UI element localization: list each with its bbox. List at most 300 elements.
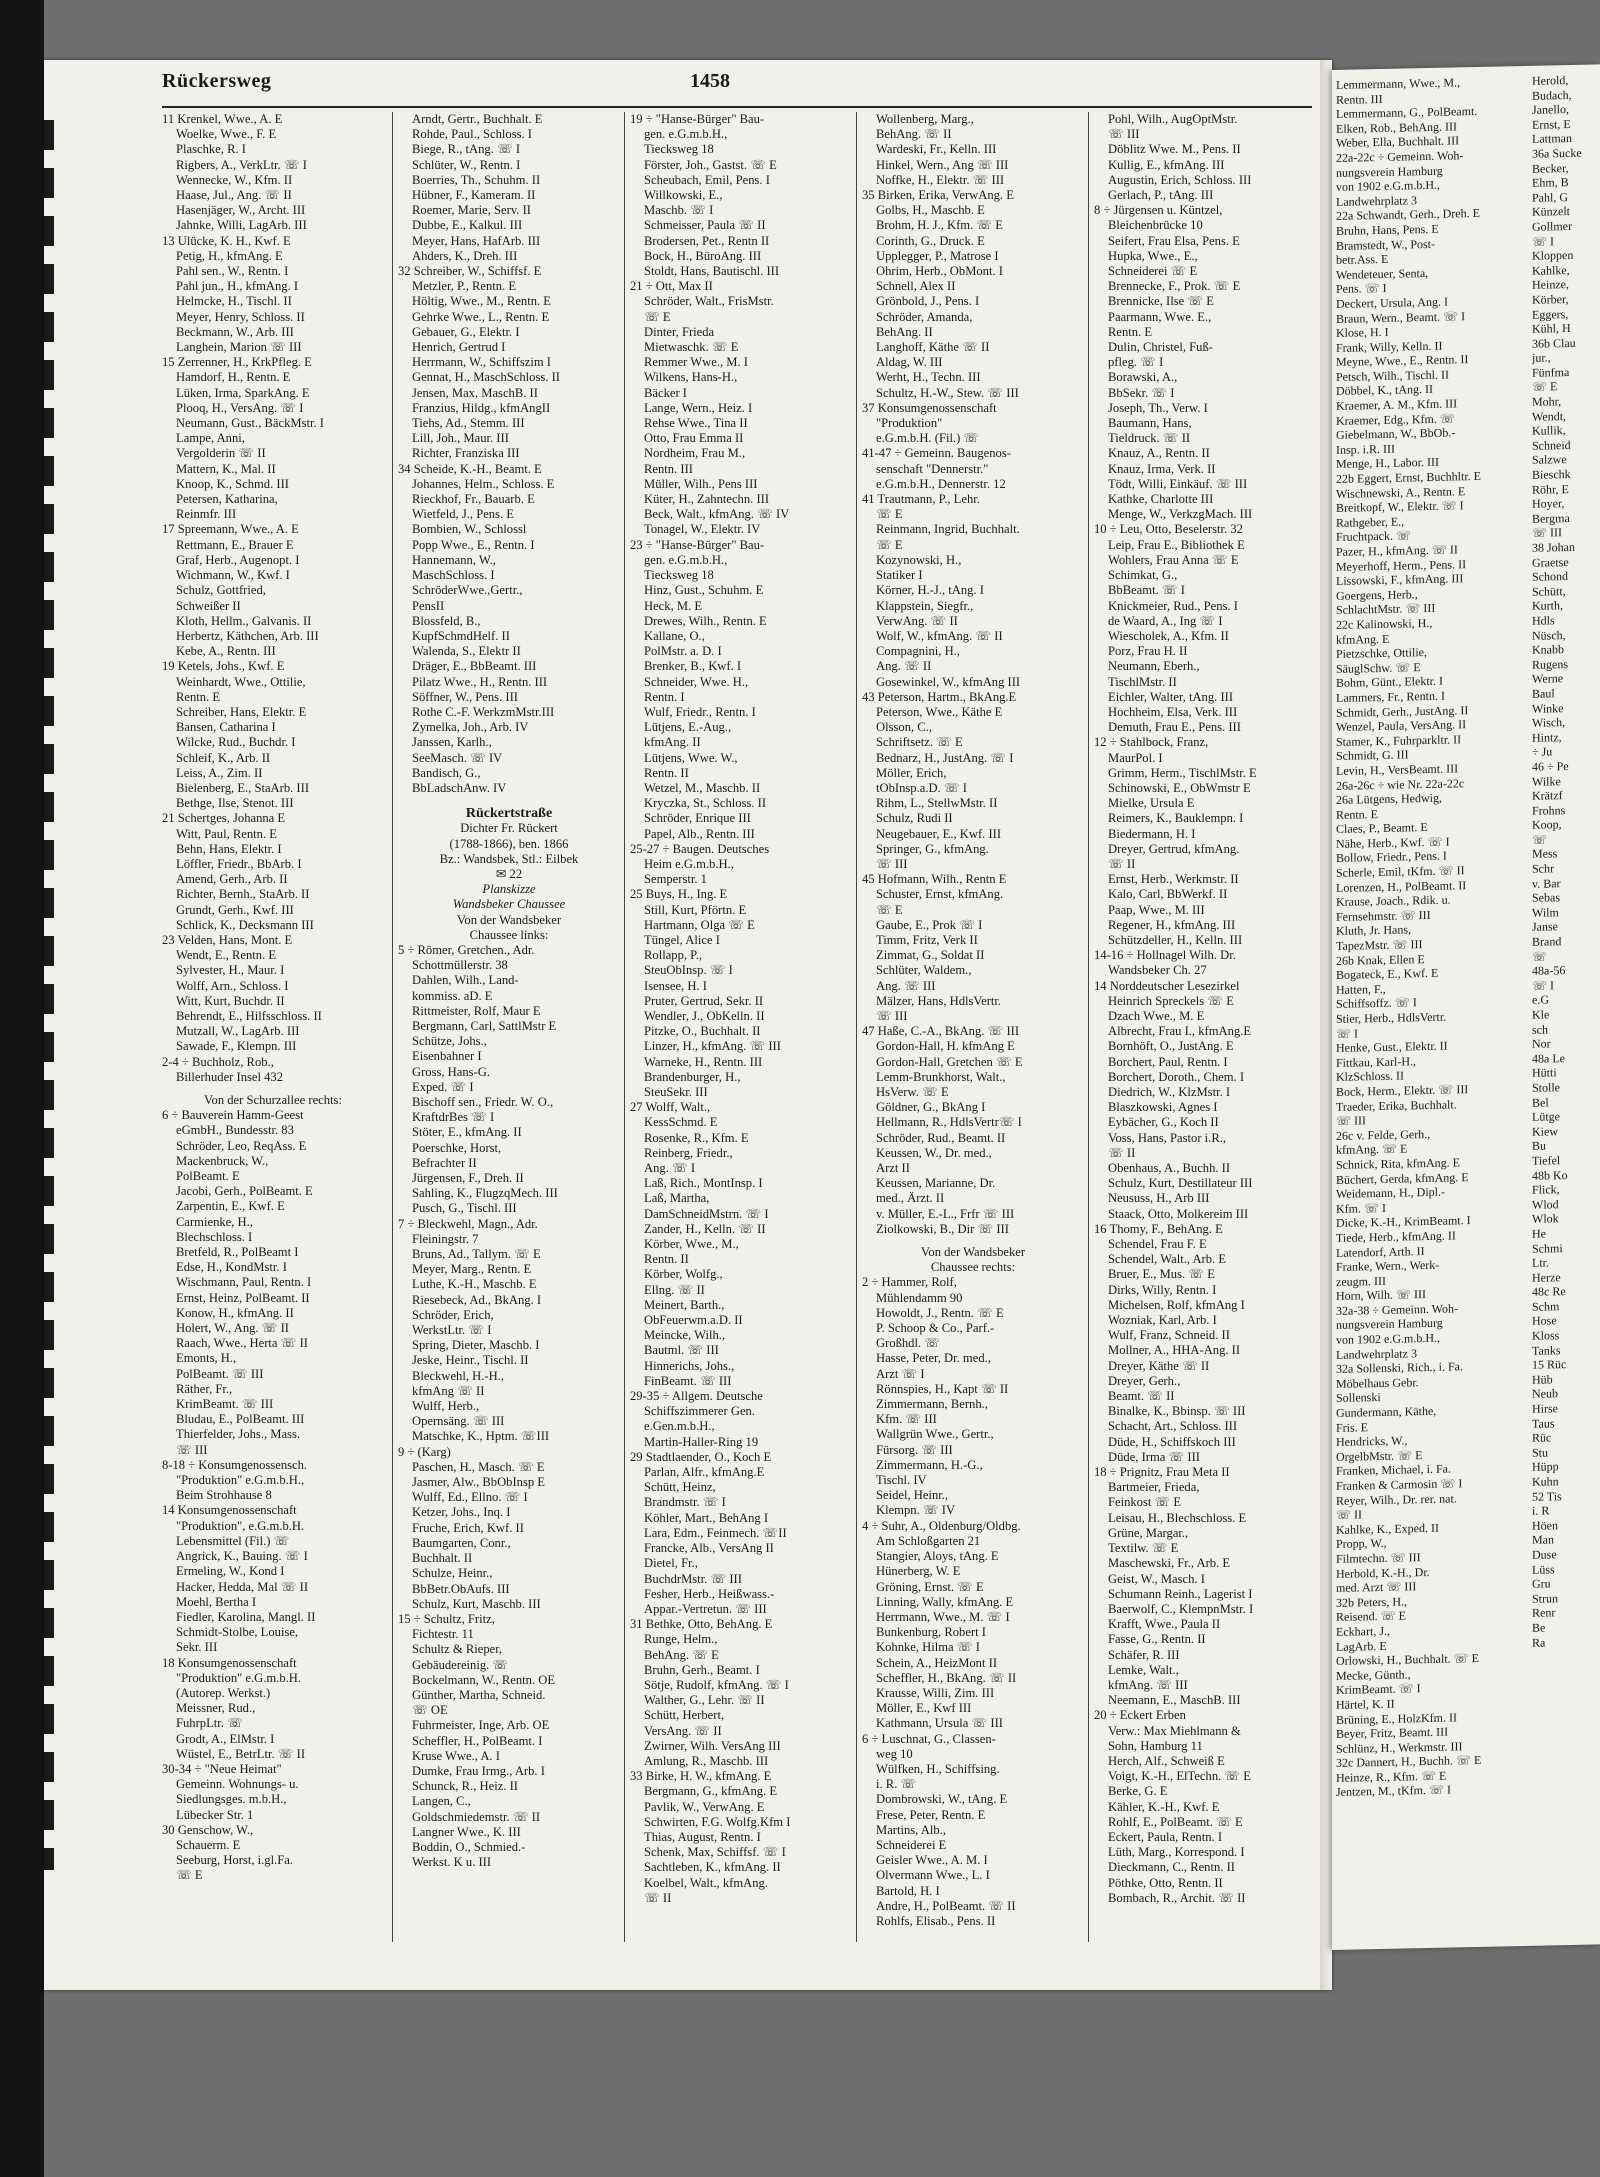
directory-entry: Lüth, Marg., Korrespond. I [1108, 1845, 1245, 1860]
directory-entry: Wandsbeker Ch. 27 [1108, 963, 1207, 978]
directory-entry: Bretfeld, R., PolBeamt I [176, 1245, 299, 1260]
column-divider [624, 112, 625, 1942]
directory-entry: Bockelmann, W., Rentn. OE [412, 1672, 556, 1687]
directory-entry: 12 ÷ Stahlbock, Franz, [1094, 735, 1209, 750]
directory-entry: Fünfma [1532, 364, 1570, 380]
directory-entry: 48a-56 [1532, 963, 1566, 979]
directory-entry: Kruse Wwe., A. I [412, 1748, 500, 1763]
directory-entry: 48b Ko [1532, 1167, 1568, 1183]
directory-entry: 48c Re [1532, 1284, 1566, 1300]
directory-entry: Kallane, O., [644, 628, 705, 643]
directory-entry: Wozniak, Karl, Arb. I [1108, 1313, 1217, 1328]
directory-entry: Henke, Gust., Elektr. II [1336, 1038, 1448, 1056]
directory-entry: Hinkel, Wern., Ang ☏ III [876, 157, 1009, 172]
directory-entry: Lill, Joh., Maur. III [412, 431, 509, 446]
directory-entry: Wendeteuer, Senta, [1336, 265, 1429, 282]
directory-entry: Schütze, Johs., [412, 1034, 487, 1049]
directory-entry: Demuth, Frau E., Pens. III [1108, 720, 1241, 735]
directory-entry: Fruche, Erich, Kwf. II [412, 1520, 524, 1535]
directory-entry: Am Schloßgarten 21 [876, 1533, 981, 1548]
directory-entry: Walenda, S., Elektr II [412, 644, 521, 659]
directory-entry: Salzwe [1532, 452, 1567, 468]
directory-entry: Zarpentin, E., Kwf. E [176, 1199, 285, 1214]
directory-entry: Rüc [1532, 1430, 1552, 1446]
directory-entry: Bergmann, G., kfmAng. E [644, 1784, 778, 1799]
directory-entry: Aldag, W. III [876, 355, 943, 370]
directory-entry: Meyer, Henry, Schloss. II [176, 309, 305, 324]
directory-entry: Hatten, F., [1336, 981, 1386, 997]
directory-entry: Pöthke, Otto, Rentn. II [1108, 1875, 1223, 1890]
directory-entry: 2-4 ÷ Buchholz, Rob., [162, 1054, 274, 1069]
directory-entry: Dinter, Frieda [644, 324, 715, 339]
directory-entry: 26a-26c ÷ wie Nr. 22a-22c [1336, 775, 1465, 793]
directory-entry: Fleiningstr. 7 [412, 1231, 479, 1246]
directory-entry: Pavlik, W., VerwAng. E [644, 1799, 765, 1814]
directory-entry: Schuster, Ernst, kfmAng. [876, 887, 1004, 902]
directory-entry: Befrachter II [412, 1155, 477, 1170]
directory-entry: Still, Kurt, Pförtn. E [644, 902, 747, 917]
directory-entry: Kalo, Carl, BbWerkf. II [1108, 887, 1228, 902]
directory-entry: Sachtleben, K., kfmAng. II [644, 1860, 781, 1875]
directory-entry: 4 ÷ Suhr, A., Oldenburg/Oldbg. [862, 1518, 1021, 1533]
directory-entry: Biedermann, H. I [1108, 826, 1196, 841]
directory-entry: Fittkau, Karl-H., [1336, 1054, 1416, 1070]
directory-entry: Brodersen, Pet., Rentn II [644, 233, 770, 248]
directory-entry: Künzelt [1532, 204, 1570, 220]
directory-entry: de Waard, A., Ing ☏ I [1108, 613, 1223, 628]
directory-entry: tObInsp.a.D. ☏ I [876, 780, 967, 795]
directory-entry: Kloth, Hellm., Galvanis. II [176, 613, 312, 628]
directory-entry: Hirse [1532, 1401, 1558, 1416]
directory-entry: Richter, Franziska III [412, 446, 520, 461]
directory-entry: 52 Tis [1532, 1488, 1562, 1504]
directory-entry: 33 Birke, H. W., kfmAng. E [630, 1769, 772, 1784]
directory-entry: Tiede, Herb., kfmAng. II [1336, 1228, 1456, 1245]
directory-entry: 17 Spreemann, Wwe., A. E [162, 522, 299, 537]
directory-entry: 15 Rüc [1532, 1357, 1567, 1373]
directory-entry: Wülfken, H., Schiffsing. [876, 1761, 1000, 1776]
directory-entry: ☏ E [876, 537, 903, 552]
directory-entry: Wandsbeker Chaussee [452, 897, 566, 912]
directory-entry: Koelbel, Walt., kfmAng. [644, 1875, 768, 1890]
directory-entry: 22c Kalinowski, H., [1336, 615, 1433, 632]
directory-entry: Bäcker I [644, 385, 688, 400]
directory-entry: Frese, Peter, Rentn. E [876, 1807, 986, 1822]
directory-entry: Hintz, [1532, 729, 1562, 745]
directory-entry: BehAng. ☏ E [644, 1647, 719, 1662]
directory-entry: Bohm, Günt., Elektr. I [1336, 674, 1443, 691]
directory-entry: Wendt, E., Rentn. E [176, 948, 277, 963]
directory-entry: Arzt ☏ I [876, 1366, 925, 1381]
directory-entry: Kathke, Charlotte III [1108, 492, 1214, 507]
directory-entry: Geist, W., Masch. I [1108, 1571, 1205, 1586]
directory-entry: 18 ÷ Prignitz, Frau Meta II [1094, 1465, 1230, 1480]
directory-entry: Schnick, Rita, kfmAng. E [1336, 1155, 1460, 1172]
directory-entry: Rathgeber, E., [1336, 514, 1405, 530]
directory-entry: Heim e.G.m.b.H., [644, 856, 734, 871]
directory-entry: Hasenjäger, W., Archt. III [176, 203, 306, 218]
directory-entry: ☏ E [644, 309, 671, 324]
directory-entry: e.G [1532, 992, 1549, 1008]
directory-entry: Röhr, E [1532, 481, 1569, 497]
directory-entry: LagArb. E [1336, 1638, 1387, 1654]
directory-entry: Schottmüllerstr. 38 [412, 958, 508, 973]
directory-entry: Ernst, E [1532, 116, 1571, 132]
directory-entry: ☏ III [1532, 525, 1562, 541]
directory-entry: Schlünz, H., Werkmstr. III [1336, 1738, 1463, 1756]
directory-entry: kommiss. aD. E [412, 988, 493, 1003]
directory-entry: jur., [1532, 350, 1551, 366]
directory-entry: Joseph, Th., Verw. I [1108, 400, 1208, 415]
directory-entry: Menge, H., Labor. III [1336, 455, 1439, 472]
directory-entry: Herold, [1532, 73, 1569, 88]
directory-entry: ☏ E [1532, 379, 1558, 395]
scan-border [0, 0, 44, 2177]
directory-entry: Hendricks, W., [1336, 1433, 1408, 1450]
directory-entry: Von der Schurzallee rechts: [204, 1093, 342, 1107]
directory-entry: VerwAng. ☏ II [876, 613, 958, 628]
directory-entry: ☏ III [1108, 127, 1140, 142]
directory-entry: Baumann, Hans, [1108, 416, 1192, 431]
directory-entry: Filmtechn. ☏ III [1336, 1550, 1421, 1566]
directory-entry: Dumke, Frau Irmg., Arb. I [412, 1763, 545, 1778]
directory-entry: 13 Ulücke, K. H., Kwf. E [162, 233, 291, 248]
directory-entry: Neususs, H., Arb III [1108, 1191, 1210, 1206]
directory-entry: Lüss [1532, 1561, 1555, 1577]
directory-entry: ☏ II [644, 1890, 672, 1905]
directory-entry: Lübecker Str. 1 [176, 1807, 254, 1822]
directory-entry: Raach, Wwe., Herta ☏ II [176, 1336, 308, 1351]
directory-entry: Franzius, Hildg., kfmAngII [412, 400, 551, 415]
directory-entry: Werht, H., Techn. III [876, 370, 981, 385]
running-head: Rückersweg [162, 70, 272, 92]
directory-entry: 41 Trautmann, P., Lehr. [862, 492, 980, 507]
directory-entry: Kahlke, [1532, 262, 1570, 278]
directory-entry: Tiecksweg 18 [644, 568, 714, 583]
directory-entry: Von der Wandsbeker [456, 912, 562, 927]
directory-entry: Eisenbahner I [412, 1049, 482, 1064]
directory-entry: Kluth, Jr. Hans, [1336, 922, 1411, 939]
directory-entry: e.G.m.b.H., Dennerstr. 12 [876, 476, 1006, 491]
directory-entry: Blaszkowski, Agnes I [1108, 1100, 1218, 1115]
directory-entry: Leiss, A., Zim. II [176, 765, 263, 780]
directory-entry: Brüning, E., HolzKfm. II [1336, 1709, 1457, 1727]
directory-entry: KrimBeamt. ☏ I [1336, 1681, 1421, 1698]
directory-entry: 21 Schertges, Johanna E [162, 811, 286, 826]
directory-entry: 9 ÷ (Karg) [398, 1444, 451, 1459]
directory-entry: Dieckmann, C., Rentn. II [1108, 1860, 1235, 1875]
directory-entry: Pruter, Gertrud, Sekr. II [644, 993, 764, 1008]
directory-entry: Meyerhoff, Herm., Pens. II [1336, 556, 1467, 574]
directory-entry: Wennecke, W., Kfm. II [176, 172, 293, 187]
directory-entry: Düde, H., Schiffskoch III [1108, 1434, 1236, 1449]
directory-entry: BehAng. II [876, 324, 933, 339]
directory-entry: Bock, Herm., Elektr. ☏ III [1336, 1082, 1469, 1099]
directory-entry: Woelke, Wwe., F. E [176, 127, 277, 142]
directory-entry: Rentn. III [1336, 91, 1383, 107]
directory-entry: Meissner, Rud., [176, 1701, 256, 1716]
directory-entry: Insp. i.R. III [1336, 441, 1395, 457]
directory-entry: Flick, [1532, 1182, 1560, 1197]
directory-entry: Textilw. ☏ E [1108, 1541, 1179, 1556]
directory-entry: Hannemann, W., [412, 552, 496, 567]
directory-entry: Schröder, Walt., FrisMstr. [644, 294, 774, 309]
directory-entry: Blossfeld, B., [412, 613, 481, 628]
directory-entry: Thias, August, Rentn. I [644, 1829, 761, 1844]
directory-entry: Scheffler, H., BkAng. ☏ II [876, 1670, 1017, 1685]
directory-entry: Duse [1532, 1547, 1557, 1562]
directory-entry: Runge, Helm., [644, 1632, 718, 1647]
directory-entry: Ernst, Heinz, PolBeamt. II [176, 1290, 310, 1305]
directory-entry: 47 Haße, C.-A., BkAng. ☏ III [862, 1024, 1020, 1039]
directory-entry: Fichtestr. 11 [412, 1627, 474, 1642]
directory-entry: Gru [1532, 1576, 1551, 1591]
directory-entry: Hinnerichs, Johs., [644, 1358, 735, 1373]
directory-entry: Jahnke, Willi, LagArb. III [176, 218, 307, 233]
directory-entry: Lemmermann, G., PolBeamt. [1336, 104, 1478, 122]
directory-entry: Schneider, Wwe. H., [644, 674, 749, 689]
directory-entry: Kühl, H [1532, 321, 1571, 336]
directory-entry: DamSchneidMstrn. ☏ I [644, 1206, 769, 1221]
directory-entry: 37 Konsumgenossenschaft [862, 400, 997, 415]
binding-edge [44, 120, 54, 1870]
directory-column-1 [162, 112, 384, 1884]
directory-entry: Schriftsetz. ☏ E [876, 735, 963, 750]
directory-entry: Augustin, Erich, Schloss. III [1108, 172, 1252, 187]
directory-entry: "Produktion", e.G.m.b.H. [176, 1518, 305, 1533]
directory-entry: Hünerberg, W. E [876, 1564, 961, 1579]
directory-entry: Mecke, Günth., [1336, 1667, 1411, 1683]
directory-entry: PolBeamt. E [176, 1169, 240, 1184]
directory-entry: ☏ OE [412, 1703, 448, 1718]
directory-entry: Werne [1532, 671, 1564, 687]
directory-entry: Holert, W., Ang. ☏ II [176, 1321, 289, 1336]
directory-entry: BbBetr.ObAufs. III [412, 1581, 510, 1596]
directory-entry: Möller, E., Kwf III [876, 1701, 972, 1716]
directory-entry: 11 Krenkel, Wwe., A. E [162, 112, 283, 126]
directory-entry: Rentn. II [644, 765, 689, 780]
directory-entry: Hupka, Wwe., E., [1108, 248, 1198, 263]
directory-entry: SäuglSchw. ☏ E [1336, 659, 1421, 676]
directory-entry: TapezMstr. ☏ III [1336, 937, 1423, 953]
directory-entry: 32a Sollenski, Rich., i. Fa. [1336, 1359, 1463, 1377]
directory-entry: Hübner, F., Kameram. II [412, 188, 536, 203]
directory-entry: 15 Zerrenner, H., KrkPfleg. E [162, 355, 312, 370]
directory-entry: Franken, Michael, i. Fa. [1336, 1461, 1451, 1479]
directory-entry: Rigbers, A., VerkLtr. ☏ I [176, 157, 307, 172]
directory-entry: kfmAng ☏ II [412, 1383, 485, 1398]
directory-entry: BbBeamt. ☏ I [1108, 583, 1185, 598]
directory-entry: Baumgarten, Conr., [412, 1535, 511, 1550]
directory-entry: Seifert, Frau Elsa, Pens. E [1108, 233, 1240, 248]
directory-entry: (Autorep. Werkst.) [176, 1685, 271, 1700]
directory-entry: Francke, Alb., VersAng II [644, 1541, 774, 1556]
directory-entry: Gebäudereinig. ☏ [412, 1657, 509, 1672]
directory-entry: 32b Peters, H., [1336, 1594, 1407, 1610]
directory-entry: Thierfelder, Johs., Mass. [176, 1427, 301, 1442]
directory-entry: Stangier, Aloys, tAng. E [876, 1549, 999, 1564]
directory-entry: Schulz, Kurt, Maschb. III [412, 1596, 541, 1611]
directory-entry: Härtel, K. II [1336, 1696, 1395, 1712]
directory-entry: Schmidt, G. III [1336, 747, 1409, 764]
directory-entry: Bielenberg, E., StaArb. III [176, 780, 310, 795]
directory-entry: BehAng. ☏ II [876, 127, 952, 142]
directory-entry: Rentn. E [176, 689, 221, 704]
directory-entry: Sollenski [1336, 1390, 1381, 1406]
directory-entry: Kfm. ☏ I [1336, 1200, 1386, 1216]
directory-entry: Gerlach, P., tAng. III [1108, 188, 1214, 203]
directory-entry: Wilkens, Hans-H., [644, 370, 738, 385]
directory-entry: Rentn. II [644, 1252, 689, 1267]
directory-entry: SteuObInsp. ☏ I [644, 963, 733, 978]
directory-entry: Schiffszimmerer Gen. [644, 1404, 755, 1419]
directory-entry: gen. e.G.m.b.H., [644, 127, 728, 142]
directory-entry: Gaube, E., Prok ☏ I [876, 917, 983, 932]
directory-entry: Meyer, Marg., Rentn. E [412, 1262, 532, 1277]
directory-entry: gen. e.G.m.b.H., [644, 552, 728, 567]
directory-entry: Wendler, J., ObKelln. II [644, 1008, 765, 1023]
directory-entry: Schumann Reinh., Lagerist I [1108, 1586, 1253, 1601]
directory-entry: Schmidt, Gerh., JustAng. II [1336, 702, 1469, 720]
directory-entry: Kozynowski, H., [876, 552, 962, 567]
directory-entry: Bethge, Ilse, Stenot. III [176, 796, 294, 811]
directory-entry: Knauz, A., Rentn. II [1108, 446, 1210, 461]
directory-entry: Schreiber, Hans, Elektr. E [176, 704, 307, 719]
directory-entry: Schenk, Max, Schiffsf. ☏ I [644, 1845, 786, 1860]
directory-column-3 [630, 112, 852, 1906]
directory-entry: 36b Clau [1532, 335, 1576, 351]
directory-entry: 8-18 ÷ Konsumgenossensch. [162, 1457, 308, 1472]
directory-entry: Dreyer, Gerh., [1108, 1373, 1181, 1388]
directory-entry: Kuhn [1532, 1474, 1559, 1489]
directory-entry: ☏ III [876, 1008, 908, 1023]
directory-entry: Knoop, K., Schmd. III [176, 476, 289, 491]
directory-entry: Bartold, H. I [876, 1883, 940, 1898]
directory-entry: OrgelbMstr. ☏ E [1336, 1447, 1423, 1464]
directory-entry: KessSchmd. E [644, 1115, 718, 1130]
directory-entry: Moehl, Bertha I [176, 1594, 257, 1609]
directory-entry: Jeske, Heinr., Tischl. II [412, 1353, 529, 1368]
directory-entry: 27 Wolff, Walt., [630, 1100, 711, 1115]
directory-entry: Lebensmittel (Fil.) ☏ [176, 1533, 290, 1548]
directory-entry: 19 Ketels, Johs., Kwf. E [162, 659, 285, 674]
directory-entry: Dreyer, Gertrud, kfmAng. [1108, 841, 1240, 856]
directory-entry: Reimers, K., Bauklempn. I [1108, 811, 1244, 826]
directory-entry: Baul [1532, 686, 1555, 701]
directory-entry: Giebelmann, W., BbOb.- [1336, 425, 1456, 443]
directory-entry: Statiker I [876, 568, 923, 583]
directory-entry: Lange, Wern., Heiz. I [644, 400, 753, 415]
directory-entry: Hdls [1532, 613, 1555, 628]
directory-entry: Gosewinkel, W., kfmAng III [876, 674, 1021, 689]
directory-entry: Be [1532, 1620, 1546, 1635]
directory-entry: ☏ II [1336, 1507, 1362, 1523]
directory-entry: Dzach Wwe., M. E [1108, 1008, 1205, 1023]
directory-entry: Goldschmiedemstr. ☏ II [412, 1809, 541, 1824]
directory-entry: Krausse, Willi, Zim. III [876, 1685, 995, 1700]
directory-entry: Schiffsoffz. ☏ I [1336, 995, 1417, 1012]
directory-entry: Knauz, Irma, Verk. II [1108, 461, 1216, 476]
directory-entry: Jentzen, M., tKfm. ☏ I [1336, 1782, 1451, 1800]
directory-entry: Lara, Edm., Feinmech. ☏II [644, 1525, 787, 1540]
directory-entry: Gordon-Hall, Gretchen ☏ E [876, 1054, 1023, 1069]
directory-entry: Schimkat, G., [1108, 568, 1178, 583]
directory-entry: Wolff, Arn., Schloss. I [176, 978, 289, 993]
directory-entry: Meyne, Wwe., E., Rentn. II [1336, 352, 1469, 370]
directory-entry: Hartmann, Olga ☏ E [644, 917, 755, 932]
directory-entry: Tiehs, Ad., Stemm. III [412, 416, 525, 431]
directory-entry: Rohlfs, Elisab., Pens. II [876, 1913, 996, 1928]
directory-entry: Mutzall, W., LagArb. III [176, 1024, 300, 1039]
directory-entry: 10 ÷ Leu, Otto, Beselerstr. 32 [1094, 522, 1243, 537]
directory-entry: Bock, H., BüroAng. III [644, 248, 762, 263]
directory-entry: Beamt. ☏ II [1108, 1389, 1175, 1404]
directory-entry: Meyer, Hans, HafArb. III [412, 233, 541, 248]
directory-entry: Martin-Haller-Ring 19 [644, 1434, 759, 1449]
directory-entry: 26b Knak, Ellen E [1336, 951, 1425, 968]
directory-entry: Brandmstr. ☏ I [644, 1495, 726, 1510]
directory-entry: Zander, H., Kelln. ☏ II [644, 1221, 766, 1236]
directory-entry: 26c v. Felde, Gerh., [1336, 1126, 1431, 1143]
directory-entry: pfleg. ☏ I [1108, 355, 1164, 370]
directory-entry: Tiecksweg 18 [644, 142, 714, 157]
directory-entry: Heinze, [1532, 277, 1569, 293]
directory-entry: Rollapp, P., [644, 948, 703, 963]
directory-entry: 25-27 ÷ Baugen. Deutsches [630, 841, 770, 856]
directory-entry: Schröder, Rud., Beamt. II [876, 1130, 1006, 1145]
directory-entry: Janello, [1532, 102, 1569, 117]
directory-entry: Krause, Joach., Rdik. u. [1336, 892, 1451, 910]
directory-entry: Verw.: Max Miehlmann & [1108, 1723, 1241, 1738]
directory-entry: Seeburg, Horst, i.gl.Fa. [176, 1853, 293, 1868]
directory-entry: Propp, W., [1336, 1536, 1387, 1552]
directory-entry: Langhoff, Käthe ☏ II [876, 340, 990, 355]
directory-entry: Rosenke, R., Kfm. E [644, 1130, 749, 1145]
directory-entry: Müller, Wilh., Pens III [644, 476, 758, 491]
directory-entry: Köhler, Mart., BehAng I [644, 1510, 769, 1525]
directory-entry: Tödt, Willi, Einkäuf. ☏ III [1108, 476, 1248, 491]
directory-entry: betr.Ass. E [1336, 251, 1389, 268]
directory-entry: Sahling, K., FlugzqMech. III [412, 1186, 558, 1201]
directory-entry: Kraemer, Edg., Kfm. ☏ [1336, 411, 1455, 428]
directory-entry: Sekr. III [176, 1640, 218, 1655]
directory-entry: Haase, Jul., Ang. ☏ II [176, 188, 292, 203]
directory-entry: Schäfer, R. III [1108, 1647, 1180, 1662]
directory-entry: Fürsorg. ☏ III [876, 1442, 953, 1457]
directory-entry: Knickmeier, Rud., Pens. I [1108, 598, 1238, 613]
directory-entry: Bergmann, Carl, SattlMstr E [412, 1018, 557, 1033]
directory-entry: von 1902 e.G.m.b.H., [1336, 1330, 1440, 1347]
directory-entry: Wulf, Friedr., Rentn. I [644, 704, 756, 719]
directory-entry: Braun, Wern., Beamt. ☏ I [1336, 308, 1466, 326]
directory-entry: Konow, H., kfmAng. II [176, 1305, 294, 1320]
directory-entry: Wolf, W., kfmAng. ☏ II [876, 628, 1003, 643]
directory-entry: Golbs, H., Maschb. E [876, 203, 985, 218]
directory-entry: Upplegger, P., Matrose I [876, 248, 999, 263]
directory-entry: Walther, G., Lehr. ☏ II [644, 1693, 765, 1708]
directory-entry: Schunck, R., Heiz. II [412, 1779, 518, 1794]
directory-entry: Bergma [1532, 510, 1570, 526]
directory-entry: Mattern, K., Mal. II [176, 461, 276, 476]
directory-entry: Schütt, Heinz, [644, 1480, 716, 1495]
directory-entry: Schacht, Art., Schloss. III [1108, 1419, 1238, 1434]
directory-entry: Schultz & Rieper, [412, 1642, 503, 1657]
directory-entry: ObFeuerwm.a.D. II [644, 1313, 743, 1328]
directory-entry: Schleif, K., Arb. II [176, 750, 271, 765]
directory-entry: Baerwolf, C., KlempnMstr. I [1108, 1601, 1254, 1616]
directory-entry: Wlod [1532, 1196, 1559, 1212]
directory-entry: Pietzschke, Ottilie, [1336, 645, 1427, 662]
